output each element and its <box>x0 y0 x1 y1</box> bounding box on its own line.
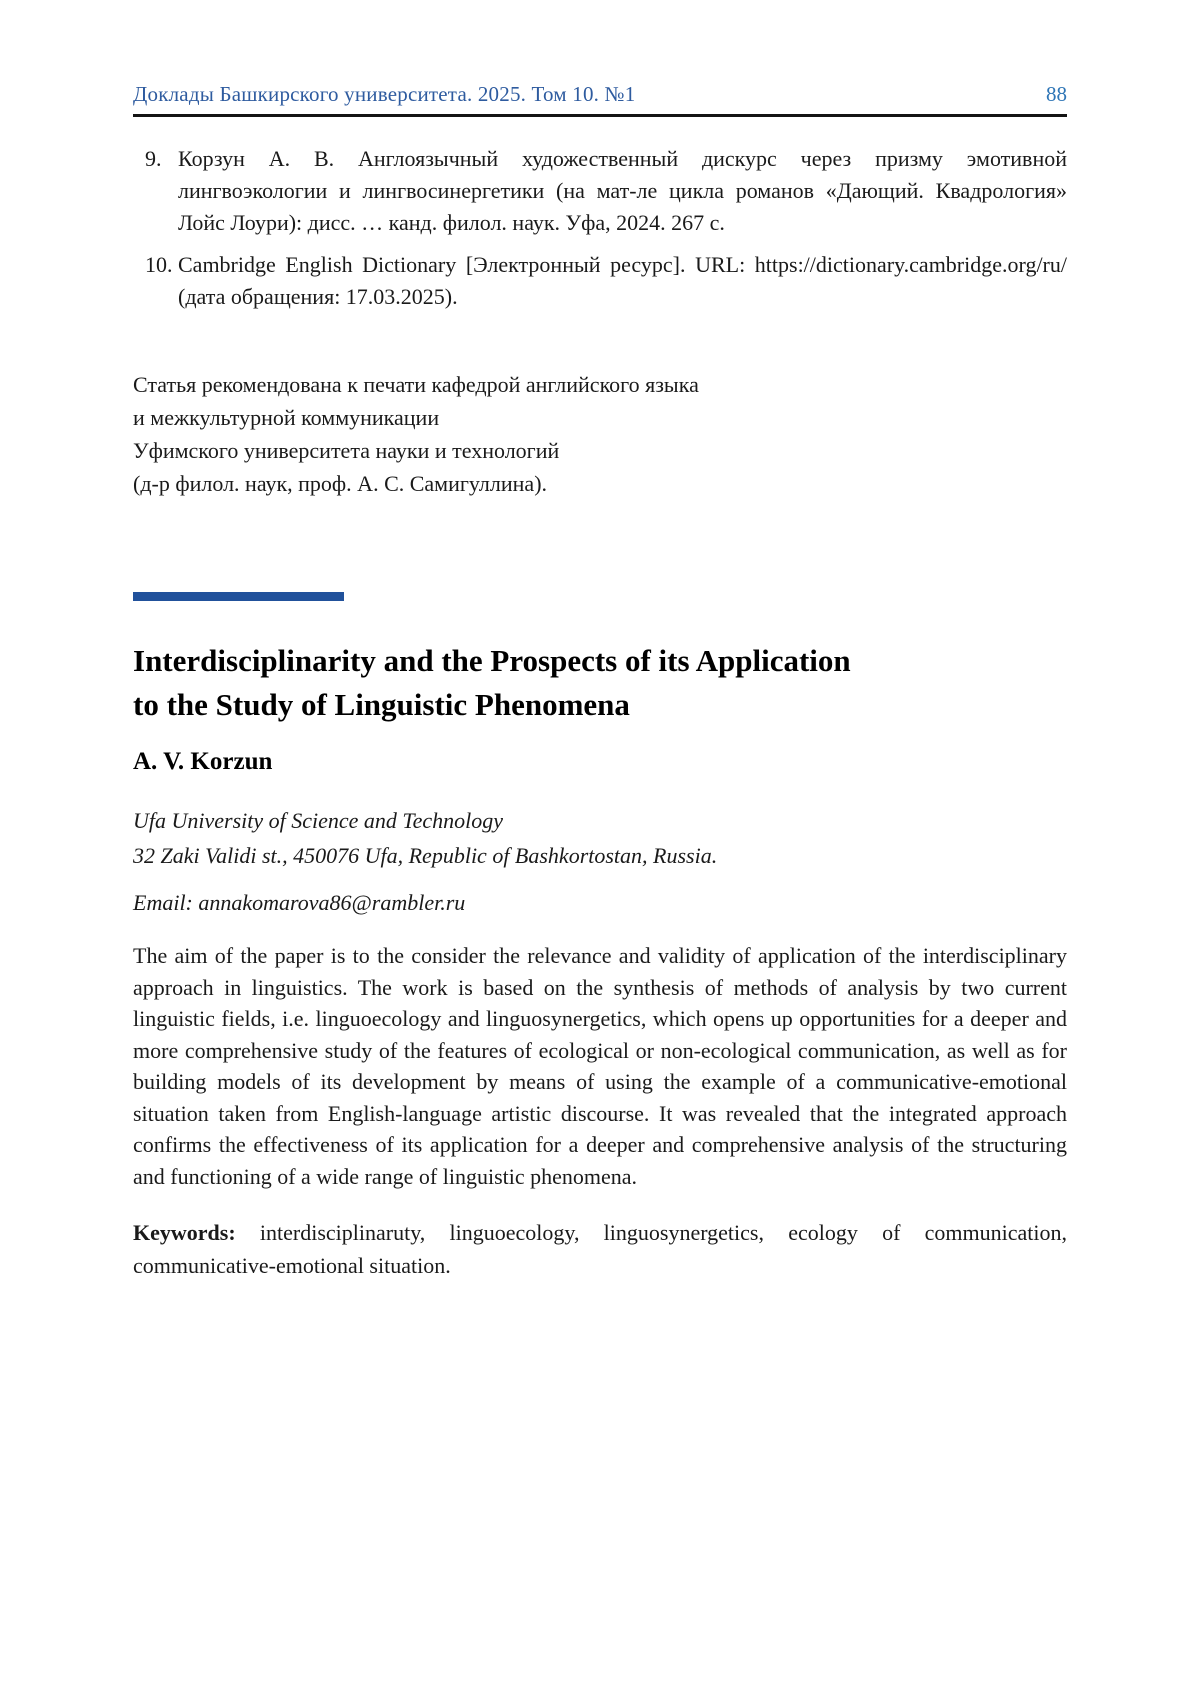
article-title-line: Interdisciplinarity and the Prospects of its Application <box>133 643 851 678</box>
affiliation-block <box>133 803 1067 873</box>
reference-number: 9. <box>145 146 162 171</box>
email-line: Email: annakomarova86@rambler.ru <box>133 890 466 915</box>
reference-item <box>133 143 1067 239</box>
reference-item <box>133 249 1067 313</box>
article-title <box>133 639 1067 727</box>
reference-text: Корзун А. В. Англоязычный художественный дискурс через призму эмотивной лингвоэкологии и лингвосинергетики (на мат-ле цикла романов «Дающий. Квадрология» Лойс Лоури): дисс. … канд. филол. наук. Уфа, 2024. 267 с. <box>178 146 1067 235</box>
page-number: 88 <box>1046 82 1067 106</box>
affiliation-institution: Ufa University of Science and Technology <box>133 808 504 833</box>
header-rule <box>133 114 1067 117</box>
keywords-text: interdisciplinaruty, linguoecology, linguosynergetics, ecology of communication, communicative-emotional situation. <box>133 1220 1068 1278</box>
keywords-paragraph <box>133 1216 1067 1282</box>
article-accent-bar <box>133 592 344 601</box>
author-name: A. V. Korzun <box>133 748 273 775</box>
article-title-line: to the Study of Linguistic Phenomena <box>133 687 630 722</box>
recommendation-note <box>133 368 1067 500</box>
journal-title: Доклады Башкирского университета. 2025. Том 10. №1 <box>133 82 636 106</box>
abstract-text: The aim of the paper is to the consider the relevance and validity of application of the interdisciplinary approach in linguistics. The work is based on the synthesis of methods of analysis by two current linguistic fields, i.e. linguoecology and linguosynergetics, which opens up opportunities for a deeper and more comprehensive study of the features of ecological or non-ecological communication, as well as for building models of its development by means of using the example of a communicative-emotional situation taken from English-language artistic discourse. It was revealed that the integrated approach confirms the effectiveness of its application for a deeper and comprehensive analysis of the structuring and functioning of a wide range of linguistic phenomena. <box>133 943 1067 1189</box>
recommendation-line: и межкультурной коммуникации <box>133 405 440 430</box>
reference-number: 10. <box>145 252 173 277</box>
keywords-label: Keywords: <box>133 1220 236 1245</box>
recommendation-line: Уфимского университета науки и технологий <box>133 438 560 463</box>
references-list <box>133 143 1067 313</box>
reference-text: Cambridge English Dictionary [Электронный ресурс]. URL: https://dictionary.cambridge.org/ru/ (дата обращения: 17.03.2025). <box>178 252 1067 309</box>
recommendation-line: (д-р филол. наук, проф. А. С. Самигуллина). <box>133 471 548 496</box>
recommendation-line: Статья рекомендована к печати кафедрой английского языка <box>133 372 699 397</box>
page-header <box>133 82 1067 106</box>
affiliation-address: 32 Zaki Validi st., 450076 Ufa, Republic of Bashkortostan, Russia. <box>133 843 718 868</box>
